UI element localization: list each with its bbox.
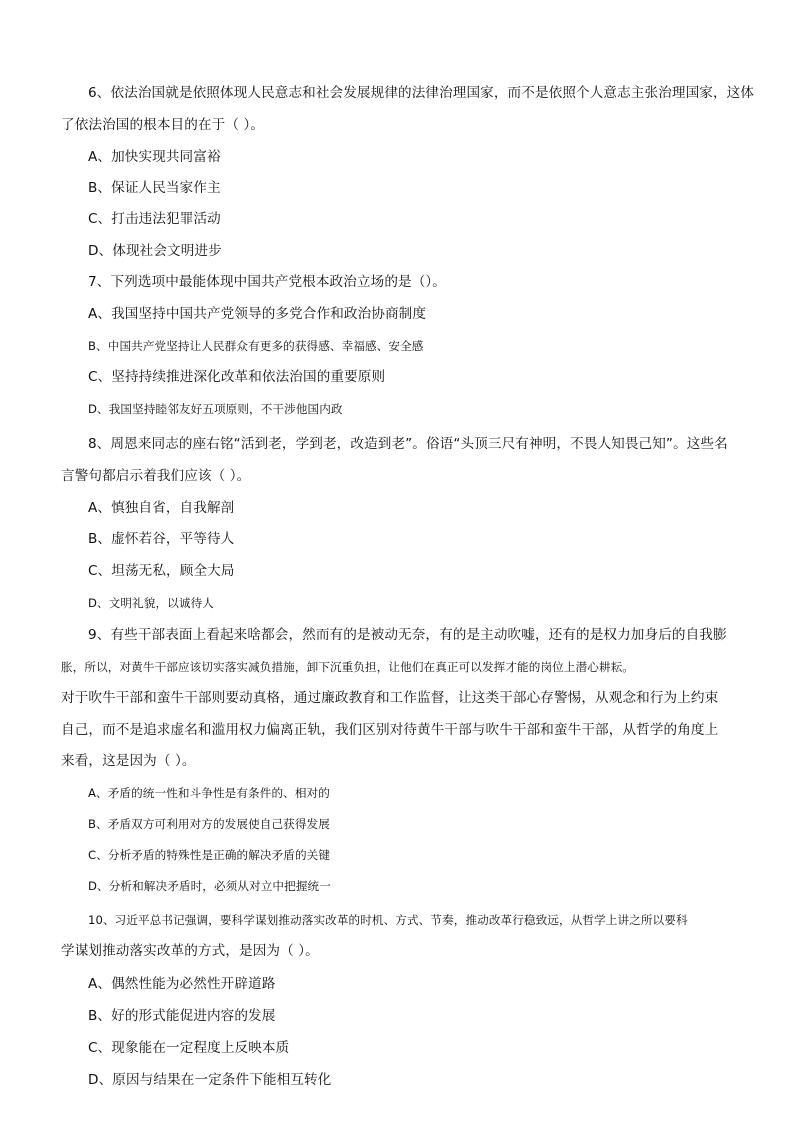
question-7-option-c: C、坚持持续推进深化改革和依法治国的重要原则 <box>88 369 386 385</box>
question-7-option-a: A、我国坚持中国共产党领导的多党合作和政治协商制度 <box>88 306 427 322</box>
question-6-stem-line-1 <box>88 84 755 102</box>
question-9-stem-line-2: 胀，所以，对黄牛干部应该切实落实减负措施，卸下沉重负担，让他们在真正可以发挥才能的岗位上潜心耕耘。 <box>61 660 634 674</box>
question-10-stem-line-2: 学谋划推动落实改革的方式，是因为（ ）。 <box>61 943 319 959</box>
question-7-stem-line-1: 7、下列选项中最能体现中国共产党根本政治立场的是（）。 <box>88 274 446 290</box>
question-6-option-d: D、体现社会文明进步 <box>88 243 222 259</box>
question-8-option-d: D、文明礼貌，以诚待人 <box>88 596 214 610</box>
question-9-option-c: C、分析矛盾的特殊性是正确的解决矛盾的关键 <box>88 848 331 862</box>
question-9-stem-line-5: 来看，这是因为（ ）。 <box>61 753 196 769</box>
question-8-option-c: C、坦荡无私，顾全大局 <box>88 563 235 579</box>
question-6-option-b: B、保证人民当家作主 <box>88 180 221 196</box>
question-8-option-b: B、虚怀若谷，平等待人 <box>88 531 235 547</box>
question-8-option-a: A、慎独自省，自我解剖 <box>88 500 235 516</box>
question-9-option-d: D、分析和解决矛盾时，必须从对立中把握统一 <box>88 879 331 893</box>
question-10-option-d: D、原因与结果在一定条件下能相互转化 <box>88 1072 332 1088</box>
question-6-option-c: C、打击违法犯罪活动 <box>88 211 221 227</box>
question-9-stem-line-4: 自己，而不是追求虚名和滥用权力偏离正轨，我们区别对待黄牛干部与吹牛干部和蛮牛干部，从哲学的角度上 <box>61 722 719 738</box>
question-6-stem-line-2: 了依法治国的根本目的在于（ ）。 <box>61 117 265 133</box>
question-9-option-a: A、矛盾的统一性和斗争性是有条件的、相对的 <box>88 786 330 800</box>
question-7-option-b: B、中国共产党坚持让人民群众有更多的获得感、幸福感、安全感 <box>88 339 424 353</box>
question-10-option-c: C、现象能在一定程度上反映本质 <box>88 1040 290 1056</box>
question-8-stem-line-1: 8、周恩来同志的座右铭“活到老，学到老，改造到老”。俗语“头顶三尺有神明，不畏人知畏己知”。这些名 <box>88 436 728 452</box>
question-10-option-a: A、偶然性能为必然性开辟道路 <box>88 976 276 992</box>
question-10-option-b: B、好的形式能促进内容的发展 <box>88 1008 276 1024</box>
question-9-stem-line-1: 9、有些干部表面上看起来啥都会，然而有的是被动无奈，有的是主动吹嘘，还有的是权力加身后的自我膨 <box>88 627 727 643</box>
question-6-option-a: A、加快实现共同富裕 <box>88 149 221 165</box>
question-9-stem-line-3: 对于吹牛干部和蛮牛干部则要动真格，通过廉政教育和工作监督，让这类干部心存警惕，从观念和行为上约束 <box>61 690 719 706</box>
question-8-stem-line-2: 言警句都启示着我们应该（ ）。 <box>61 468 251 484</box>
question-6-stem-text: 6、依法治国就是依照体现人民意志和社会发展规律的法律治理国家，而不是依照个人意志主张治理国家， <box>88 85 727 101</box>
question-7-option-d: D、我国坚持睦邻友好五项原则，不干涉他国内政 <box>88 402 343 416</box>
question-6-stem-tail: 这体 <box>726 85 755 101</box>
question-10-stem-line-1: 10、习近平总书记强调，要科学谋划推动落实改革的时机、方式、节奏，推动改革行稳致远，从哲学上讲之所以要科 <box>88 913 688 927</box>
question-9-option-b: B、矛盾双方可利用对方的发展使自己获得发展 <box>88 817 330 831</box>
